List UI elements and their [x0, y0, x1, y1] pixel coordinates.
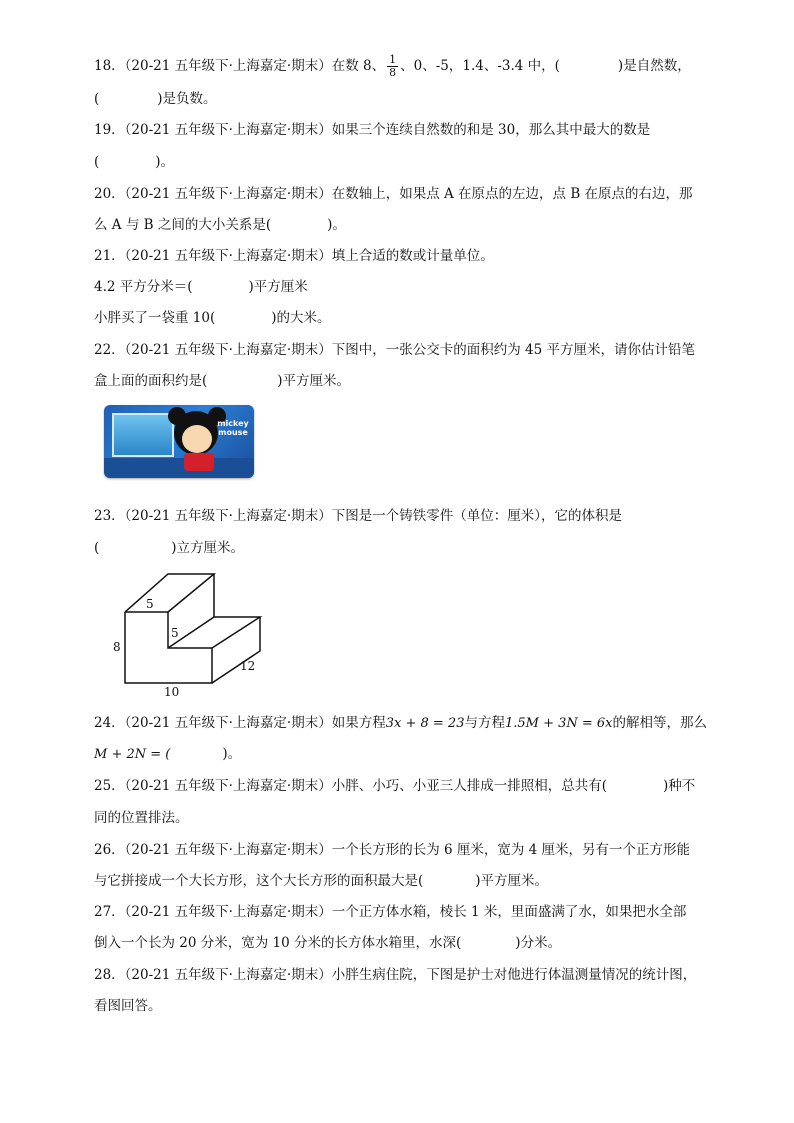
step-top [168, 617, 260, 648]
q22-line2: 盒上面的面积约是( )平方厘米。 [94, 373, 351, 389]
q18-line1: 18．（20-21 五年级下·上海嘉定·期末）在数 8、 $\frac{1}{8}$ 、0、-5，1.4、-3.4 中，( )是自然数， [94, 53, 691, 79]
cast-iron-part-figure [108, 565, 268, 700]
label-depth: 12 [240, 659, 256, 673]
q21-line2: 4.2 平方分米＝( )平方厘米 [94, 279, 308, 295]
q21-line1: 21．（20-21 五年级下·上海嘉定·期末）填上合适的数或计量单位。 [94, 248, 494, 264]
q23-line1: 23．（20-21 五年级下·上海嘉定·期末）下图是一个铸铁零件（单位：厘米），它的体积是 [94, 508, 622, 524]
case-bottom-strip [104, 458, 254, 478]
label-step: 5 [171, 626, 179, 640]
label-height: 8 [113, 640, 121, 654]
q20-line2: 么 A 与 B 之间的大小关系是( )。 [94, 217, 346, 233]
q26-line2: 与它拼接成一个大长方形，这个大长方形的面积最大是( )平方厘米。 [94, 873, 549, 889]
q27-line2: 倒入一个长为 20 分米，宽为 10 分米的长方体水箱里，水深( )分米。 [94, 935, 562, 951]
q25-line1: 25．（20-21 五年级下·上海嘉定·期末）小胖、小巧、小亚三人排成一排照相，总共有( )种不 [94, 778, 696, 794]
q28-line1: 28．（20-21 五年级下·上海嘉定·期末）小胖生病住院，下图是护士对他进行体温测量情况的统计图， [94, 967, 697, 983]
q18-line2: ( )是负数。 [94, 91, 217, 107]
q21-line3: 小胖买了一袋重 10( )的大米。 [94, 310, 331, 326]
q24-line1: 24．（20-21 五年级下·上海嘉定·期末）如果方程3x + 8 = 23与方程1.5M + 3N = 6x的解相等，那么 [94, 715, 708, 731]
q20-line1: 20．（20-21 五年级下·上海嘉定·期末）在数轴上，如果点 A 在原点的左边，点 B 在原点的右边，那 [94, 186, 693, 202]
tall-block-top [125, 574, 214, 612]
pencil-case-image [104, 405, 254, 478]
q24-line2: M + 2N = ( )。 [94, 746, 242, 762]
equation-2: 1.5M + 3N = 6x [504, 716, 613, 731]
label-width: 10 [164, 685, 180, 699]
step-side [212, 617, 260, 683]
q19-line2: ( )。 [94, 154, 175, 170]
mickey-shirt-icon [184, 453, 214, 471]
equation-1: 3x + 8 = 23 [385, 716, 465, 731]
label-top: 5 [146, 597, 154, 611]
q26-line1: 26．（20-21 五年级下·上海嘉定·期末）一个长方形的长为 6 厘米，宽为 4 厘米，另有一个正方形能 [94, 842, 691, 858]
q22-line1: 22．（20-21 五年级下·上海嘉定·期末）下图中，一张公交卡的面积约为 45 平方厘米，请你估计铅笔 [94, 342, 695, 358]
q25-line2: 同的位置排法。 [94, 810, 189, 826]
q19-line1: 19．（20-21 五年级下·上海嘉定·期末）如果三个连续自然数的和是 30，那么其中最大的数是 [94, 122, 651, 138]
q23-line2: ( )立方厘米。 [94, 540, 245, 556]
mickey-logo: mickey mouse [217, 419, 249, 437]
mickey-face-icon [182, 425, 212, 453]
q28-line2: 看图回答。 [94, 998, 162, 1014]
fraction-one-eighth: $\frac{1}{8}$ [389, 53, 397, 79]
q27-line1: 27．（20-21 五年级下·上海嘉定·期末）一个正方体水箱，棱长 1 米，里面盛满了水，如果把水全部 [94, 904, 687, 920]
city-panel [112, 413, 174, 457]
